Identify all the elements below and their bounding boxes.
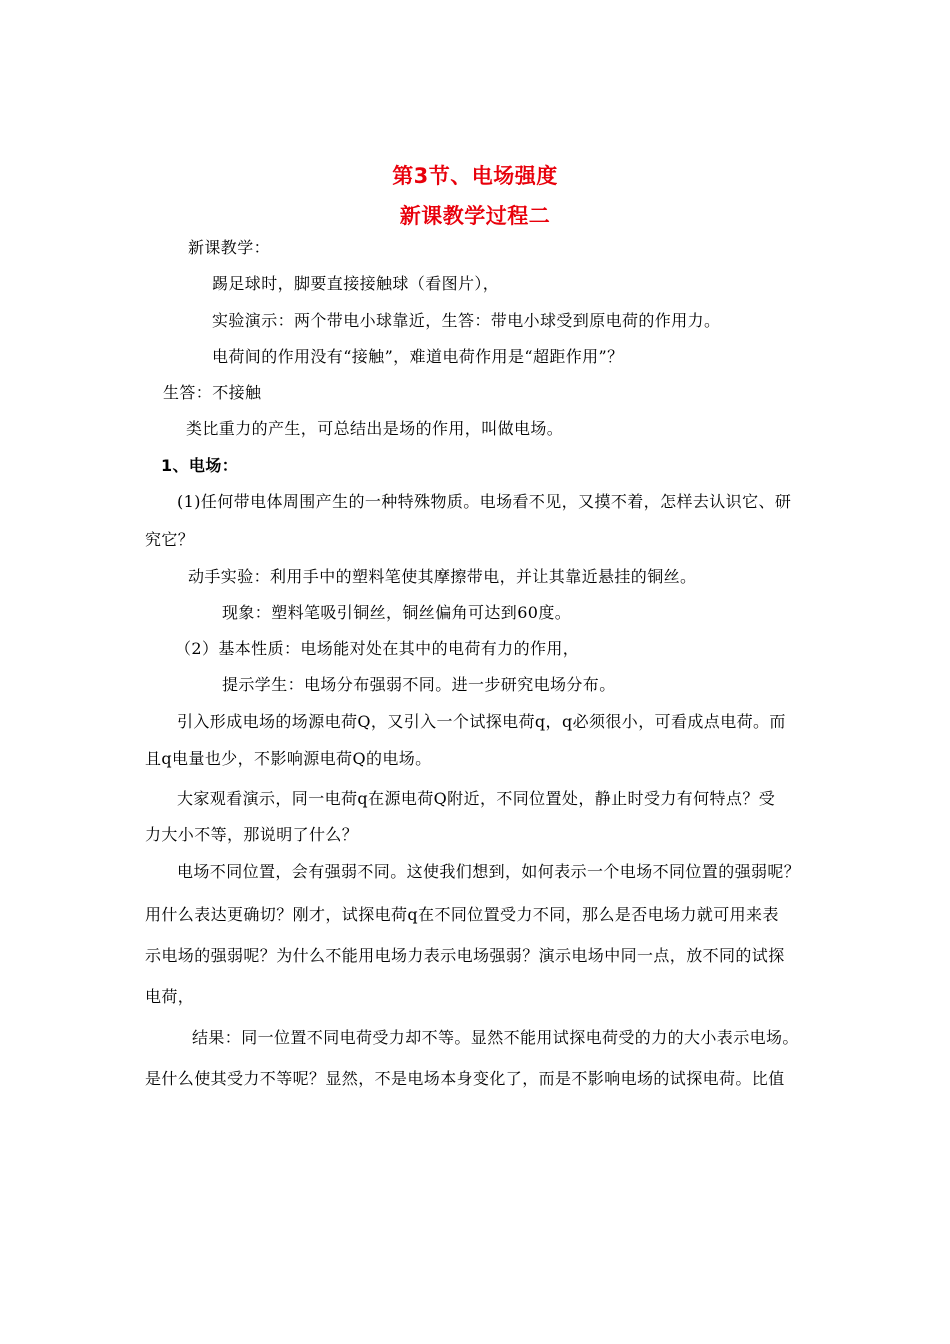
text-line: 引入形成电场的场源电荷Q，又引入一个试探电荷q，q必须很小，可看成点电荷。而 <box>177 712 786 731</box>
text-line: 提示学生：电场分布强弱不同。进一步研究电场分布。 <box>222 675 616 694</box>
text-line: 实验演示：两个带电小球靠近，生答：带电小球受到原电荷的作用力。 <box>212 311 721 330</box>
text-line: 新课教学： <box>188 238 271 257</box>
text-line: （2）基本性质：电场能对处在其中的电荷有力的作用， <box>175 639 580 658</box>
text-line: 电荷， <box>145 987 195 1006</box>
text-line: 生答：不接触 <box>163 383 262 402</box>
text-line: 是什么使其受力不等呢？显然，不是电场本身变化了，而是不影响电场的试探电荷。比值 <box>145 1069 785 1088</box>
text-line: 究它？ <box>145 530 195 549</box>
document-subtitle: 新课教学过程二 <box>399 204 551 228</box>
text-line: 动手实验：利用手中的塑料笔使其摩擦带电，并让其靠近悬挂的铜丝。 <box>188 567 697 586</box>
text-line: 电荷间的作用没有“接触”，难道电荷作用是“超距作用”？ <box>212 347 624 366</box>
section-heading: 1、电场： <box>161 456 239 475</box>
text-line: 示电场的强弱呢？为什么不能用电场力表示电场强弱？演示电场中同一点，放不同的试探 <box>145 946 785 965</box>
text-line: 大家观看演示，同一电荷q在源电荷Q附近，不同位置处，静止时受力有何特点？受 <box>177 789 776 808</box>
text-line: 用什么表达更确切？刚才，试探电荷q在不同位置受力不同，那么是否电场力就可用来表 <box>145 905 779 924</box>
text-line: 结果：同一位置不同电荷受力却不等。显然不能用试探电荷受的力的大小表示电场。 <box>192 1028 799 1047</box>
text-line: 踢足球时，脚要直接接触球（看图片）， <box>212 274 500 293</box>
text-line: (1)任何带电体周围产生的一种特殊物质。电场看不见，又摸不着，怎样去认识它、研 <box>177 492 792 511</box>
document-title: 第3节、电场强度 <box>392 164 558 188</box>
text-line: 力大小不等，那说明了什么？ <box>145 825 359 844</box>
text-line: 且q电量也少，不影响源电荷Q的电场。 <box>145 749 432 768</box>
text-line: 类比重力的产生，可总结出是场的作用，叫做电场。 <box>186 419 564 438</box>
text-line: 电场不同位置，会有强弱不同。这使我们想到，如何表示一个电场不同位置的强弱呢？ <box>177 862 801 881</box>
text-line: 现象：塑料笔吸引铜丝，铜丝偏角可达到60度。 <box>222 603 572 622</box>
